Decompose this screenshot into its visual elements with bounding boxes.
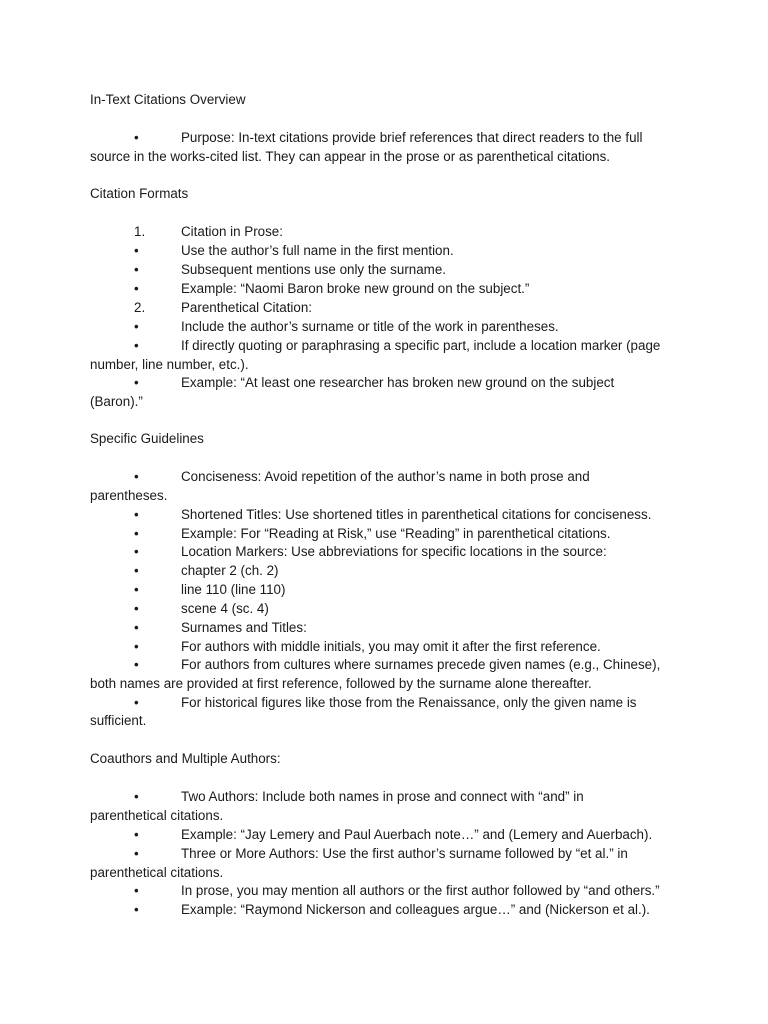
list-item-text: Citation in Prose: xyxy=(181,224,283,239)
list-item-text: Two Authors: Include both names in prose and connect with “and” in xyxy=(181,789,584,804)
section-heading-text: In-Text Citations Overview xyxy=(90,92,246,107)
bullet-icon: • xyxy=(134,902,139,917)
list-item-text: Example: “Naomi Baron broke new ground on the subject.” xyxy=(181,281,530,296)
list-item-text: scene 4 (sc. 4) xyxy=(181,601,269,616)
bullet-icon: • xyxy=(134,563,139,578)
bullet-icon: • xyxy=(134,883,139,898)
list-item-text: Example: “Raymond Nickerson and colleagues argue…” and (Nickerson et al.). xyxy=(181,902,650,917)
list-item-text: chapter 2 (ch. 2) xyxy=(181,563,279,578)
bullet-icon: • xyxy=(134,526,139,541)
bullet-icon: • xyxy=(134,601,139,616)
list-item-text: sufficient. xyxy=(90,713,147,728)
list-item-text: number, line number, etc.). xyxy=(90,357,249,372)
list-number: 2. xyxy=(134,300,146,315)
list-item-text: Conciseness: Avoid repetition of the author’s name in both prose and xyxy=(181,469,590,484)
bullet-icon: • xyxy=(134,130,139,145)
list-item-text: Surnames and Titles: xyxy=(181,620,307,635)
bullet-icon: • xyxy=(134,846,139,861)
bullet-icon: • xyxy=(134,544,139,559)
list-item-text: Example: For “Reading at Risk,” use “Reading” in parenthetical citations. xyxy=(181,526,611,541)
list-item-text: If directly quoting or paraphrasing a specific part, include a location marker (page xyxy=(181,338,661,353)
list-item-text: parenthetical citations. xyxy=(90,808,224,823)
list-item-text: source in the works-cited list. They can appear in the prose or as parenthetical citations. xyxy=(90,149,611,164)
list-item-text: Parenthetical Citation: xyxy=(181,300,313,315)
bullet-icon: • xyxy=(134,507,139,522)
bullet-icon: • xyxy=(134,375,139,390)
bullet-icon: • xyxy=(134,620,139,635)
list-item-text: Example: “Jay Lemery and Paul Auerbach note…” and (Lemery and Auerbach). xyxy=(181,827,653,842)
bullet-icon: • xyxy=(134,827,139,842)
list-item-text: Include the author’s surname or title of the work in parentheses. xyxy=(181,319,559,334)
list-item-text: Shortened Titles: Use shortened titles in parenthetical citations for conciseness. xyxy=(181,507,652,522)
bullet-icon: • xyxy=(134,281,139,296)
section-heading-text: Citation Formats xyxy=(90,186,189,201)
bullet-icon: • xyxy=(134,338,139,353)
list-item-text: parentheses. xyxy=(90,488,168,503)
list-item-text: Subsequent mentions use only the surname. xyxy=(181,262,447,277)
list-item-text: Example: “At least one researcher has broken new ground on the subject xyxy=(181,375,615,390)
list-item-text: For authors with middle initials, you may omit it after the first reference. xyxy=(181,639,601,654)
bullet-icon: • xyxy=(134,582,139,597)
list-item-text: parenthetical citations. xyxy=(90,865,224,880)
list-item-text: both names are provided at first reference, followed by the surname alone thereafter. xyxy=(90,676,592,691)
list-item-text: Purpose: In-text citations provide brief references that direct readers to the full xyxy=(181,130,643,145)
bullet-icon: • xyxy=(134,657,139,672)
bullet-icon: • xyxy=(134,695,139,710)
list-item-text: Use the author’s full name in the first mention. xyxy=(181,243,454,258)
bullet-icon: • xyxy=(134,639,139,654)
list-item-text: (Baron).” xyxy=(90,394,143,409)
bullet-icon: • xyxy=(134,262,139,277)
section-heading-text: Coauthors and Multiple Authors: xyxy=(90,751,281,766)
list-item-text: For authors from cultures where surnames precede given names (e.g., Chinese), xyxy=(181,657,661,672)
bullet-icon: • xyxy=(134,243,139,258)
list-item-text: Location Markers: Use abbreviations for specific locations in the source: xyxy=(181,544,607,559)
list-item-text: For historical figures like those from the Renaissance, only the given name is xyxy=(181,695,637,710)
list-item-text: In prose, you may mention all authors or the first author followed by “and others.” xyxy=(181,883,660,898)
section-heading-text: Specific Guidelines xyxy=(90,431,204,446)
bullet-icon: • xyxy=(134,319,139,334)
list-number: 1. xyxy=(134,224,146,239)
list-item-text: line 110 (line 110) xyxy=(181,582,286,597)
bullet-icon: • xyxy=(134,469,139,484)
bullet-icon: • xyxy=(134,789,139,804)
list-item-text: Three or More Authors: Use the first author’s surname followed by “et al.” in xyxy=(181,846,628,861)
